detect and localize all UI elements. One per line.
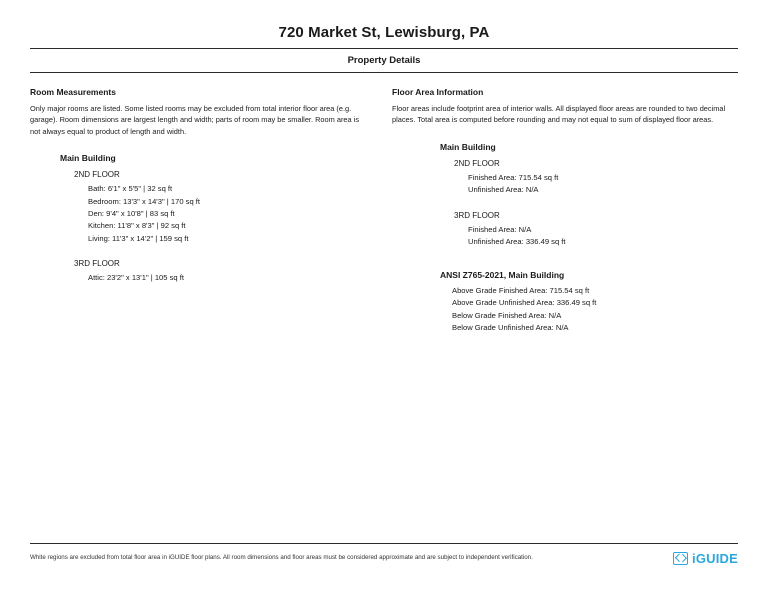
building-name-left: Main Building [60,153,116,164]
floor-items [74,272,362,284]
spacer [440,201,738,211]
floor-name: 2ND FLOOR [454,158,500,168]
ansi-standard-block [440,270,738,334]
list-item: Finished Area: 715.54 sq ft [468,172,559,182]
page-footer [30,543,738,566]
floor-name: 2ND FLOOR [74,170,120,180]
floor-group-3rd-right [440,211,738,249]
spacer [440,252,738,270]
floor-group-2nd-right [440,159,738,197]
list-item: Living: 11'3" x 14'2" | 159 sq ft [88,233,189,243]
content-columns [30,87,738,334]
floor-items [74,183,362,244]
list-item: Attic: 23'2" x 13'1" | 105 sq ft [88,272,184,282]
building-name-right: Main Building [440,141,496,152]
floor-area-heading: Floor Area Information [392,87,484,97]
list-item: Above Grade Finished Area: 715.54 sq ft [452,286,590,296]
iguide-bracket-icon [673,552,688,565]
list-item: Below Grade Unfinished Area: N/A [452,323,569,333]
page-title: 720 Market St, Lewisburg, PA [278,24,490,41]
floor-items [454,224,738,249]
ansi-heading: ANSI Z765-2021, Main Building [440,270,565,281]
spacer [60,249,362,259]
floor-items [454,172,738,197]
iguide-wordmark: iGUIDE [692,551,738,566]
ansi-items [440,285,738,334]
room-measurements-heading: Room Measurements [30,87,116,97]
list-item: Den: 9'4" x 10'8" | 83 sq ft [88,209,175,218]
title-divider [30,48,738,49]
floor-area-column [384,87,738,334]
room-measurements-column [30,87,384,334]
list-item: Bath: 6'1" x 5'5" | 32 sq ft [88,184,173,194]
floor-area-building-block [392,142,738,334]
list-item: Above Grade Unfinished Area: 336.49 sq ft [452,298,597,308]
room-measurements-note: Only major rooms are listed. Some listed rooms may be excluded from total interior floor area (e.g. garage). Room dimensions are largest length and width; parts of room may be smaller. Room area is not always equal to product of length and width. [30,104,360,136]
floor-name: 3RD FLOOR [74,258,120,268]
iguide-logo [673,551,738,566]
list-item: Bedroom: 13'3" x 14'3" | 170 sq ft [88,196,201,206]
subtitle-divider [30,72,738,73]
list-item: Kitchen: 11'8" x 8'3" | 92 sq ft [88,221,186,231]
list-item: Unfinished Area: 336.49 sq ft [468,236,566,246]
list-item: Unfinished Area: N/A [468,185,539,195]
floor-group-2nd-left [60,170,362,244]
floor-group-3rd-left [60,259,362,284]
list-item: Below Grade Finished Area: N/A [452,310,562,320]
list-item: Finished Area: N/A [468,224,532,234]
page-subtitle: Property Details [347,55,421,66]
floor-area-note: Floor areas include footprint area of interior walls. All displayed floor areas are rounded to two decimal places. Total area is computed before rounding and may not equal to sum of displayed floor areas. [392,104,726,125]
room-measurements-building-block [30,153,362,284]
footer-disclaimer: White regions are excluded from total floor area in iGUIDE floor plans. All room dimensions and floor areas must be considered approximate and are subject to independent verification. [30,554,533,562]
footer-row [30,544,738,566]
floor-name: 3RD FLOOR [454,210,500,220]
